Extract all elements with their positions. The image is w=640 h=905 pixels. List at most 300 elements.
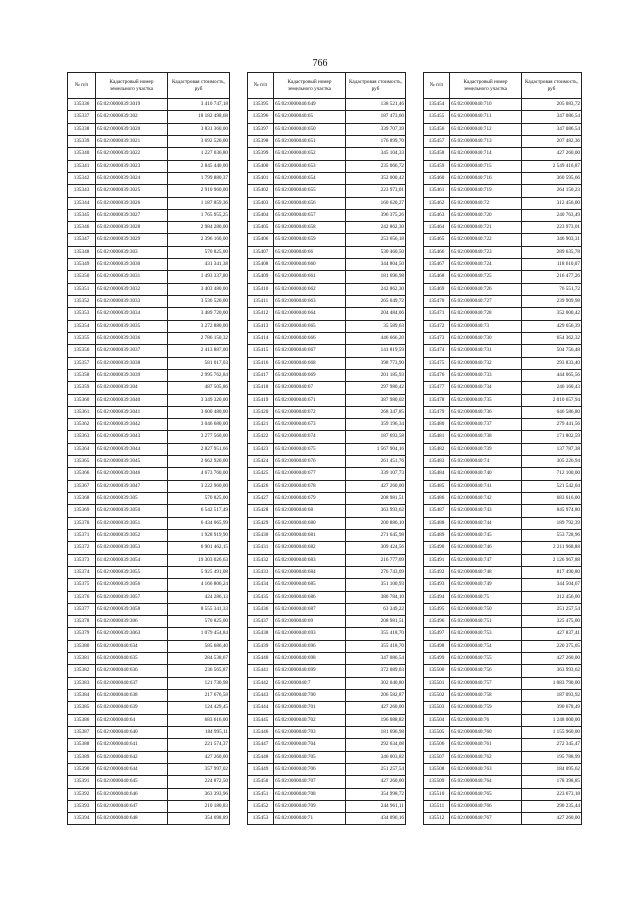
cadastral-value: 581 017,03 bbox=[168, 357, 230, 369]
cadastral-number: 65:02:0000040:652 bbox=[274, 148, 346, 160]
cadastral-number: 65:02:0000040:68 bbox=[274, 505, 346, 517]
row-number: 135336 bbox=[68, 99, 96, 111]
cadastral-number: 65:02:0000040:651 bbox=[274, 135, 346, 147]
cadastral-number: 65:02:0000040:65 bbox=[274, 111, 346, 123]
row-number: 135434 bbox=[248, 579, 274, 591]
row-number: 135463 bbox=[424, 209, 450, 221]
cadastral-number: 65:02:0000040:726 bbox=[450, 283, 522, 295]
row-number: 135509 bbox=[424, 776, 450, 788]
row-number: 135387 bbox=[68, 726, 96, 738]
table-row bbox=[248, 776, 406, 788]
row-number: 135476 bbox=[424, 369, 450, 381]
cadastral-value: 2 910 960,00 bbox=[168, 185, 230, 197]
row-number: 135499 bbox=[424, 653, 450, 665]
row-number: 135506 bbox=[424, 739, 450, 751]
table-row bbox=[68, 505, 230, 517]
table-row bbox=[248, 653, 406, 665]
cadastral-number: 65:02:0000040:759 bbox=[450, 702, 522, 714]
row-number: 135442 bbox=[248, 677, 274, 689]
cadastral-number: 65:02:0000040:654 bbox=[274, 172, 346, 184]
cadastral-number: 65:02:0000040:760 bbox=[450, 726, 522, 738]
row-number: 135343 bbox=[68, 185, 96, 197]
cadastral-number: 65:02:0000040:731 bbox=[450, 345, 522, 357]
table-row bbox=[68, 369, 230, 381]
row-number: 135464 bbox=[424, 222, 450, 234]
cadastral-number: 65:02:0000040:709 bbox=[274, 800, 346, 812]
table-row bbox=[424, 763, 582, 775]
cadastral-value: 424 286,13 bbox=[168, 591, 230, 603]
cadastral-number: 65:02:0000039:3044 bbox=[96, 443, 168, 455]
table-row bbox=[248, 209, 406, 221]
cadastral-number: 65:02:0000040:714 bbox=[450, 148, 522, 160]
cadastral-number: 65:02:0000039:3035 bbox=[96, 320, 168, 332]
table-row bbox=[248, 419, 406, 431]
cadastral-number: 65:02:0000040:763 bbox=[450, 763, 522, 775]
cadastral-number: 65:02:0000039:3020 bbox=[96, 123, 168, 135]
row-number: 135424 bbox=[248, 456, 274, 468]
row-number: 135392 bbox=[68, 788, 96, 800]
row-number: 135415 bbox=[248, 345, 274, 357]
table-row bbox=[424, 566, 582, 578]
table-row bbox=[248, 394, 406, 406]
header-cadastral: Кадастровый номер земельного участка bbox=[450, 73, 522, 99]
table-row bbox=[68, 813, 230, 825]
cadastral-number: 65:02:0000040:706 bbox=[274, 763, 346, 775]
cadastral-number: 65:02:0000040:646 bbox=[96, 788, 168, 800]
table-row bbox=[68, 222, 230, 234]
row-number: 135367 bbox=[68, 480, 96, 492]
table-row bbox=[68, 111, 230, 123]
cadastral-value: 427 260,00 bbox=[346, 480, 406, 492]
cadastral-number: 65:02:0000040:7 bbox=[274, 677, 346, 689]
cadastral-number: 65:02:0000040:677 bbox=[274, 468, 346, 480]
row-number: 135353 bbox=[68, 308, 96, 320]
table-row bbox=[424, 542, 582, 554]
cadastral-number: 65:02:0000039:3032 bbox=[96, 283, 168, 295]
table-row bbox=[68, 517, 230, 529]
cadastral-number: 65:02:0000040:732 bbox=[450, 357, 522, 369]
table-row bbox=[68, 197, 230, 209]
row-number: 135375 bbox=[68, 579, 96, 591]
cadastral-number: 65:02:0000039:3031 bbox=[96, 271, 168, 283]
table-row bbox=[424, 616, 582, 628]
cadastral-value: 8 555 341,33 bbox=[168, 603, 230, 615]
row-number: 135396 bbox=[248, 111, 274, 123]
cadastral-value: 570 825,00 bbox=[168, 616, 230, 628]
cadastral-number: 65:02:0000040:738 bbox=[450, 431, 522, 443]
row-number: 135465 bbox=[424, 234, 450, 246]
cadastral-number: 65:02:0000039:3034 bbox=[96, 308, 168, 320]
cadastral-value: 3 403 480,00 bbox=[168, 283, 230, 295]
table-row bbox=[424, 665, 582, 677]
cadastral-number: 65:02:0000039:3040 bbox=[96, 394, 168, 406]
row-number: 135446 bbox=[248, 726, 274, 738]
table-row bbox=[248, 234, 406, 246]
cadastral-number: 65:02:0000040:756 bbox=[450, 665, 522, 677]
cadastral-value: 446 666,20 bbox=[346, 332, 406, 344]
row-number: 135417 bbox=[248, 369, 274, 381]
table-row bbox=[248, 554, 406, 566]
row-number: 135477 bbox=[424, 382, 450, 394]
table-row bbox=[424, 246, 582, 258]
cadastral-number: 65:02:0000040:725 bbox=[450, 271, 522, 283]
table-row bbox=[424, 271, 582, 283]
row-number: 135471 bbox=[424, 308, 450, 320]
cadastral-value: 427 260,00 bbox=[168, 751, 230, 763]
table-row bbox=[424, 259, 582, 271]
cadastral-value: 246 160,43 bbox=[522, 382, 582, 394]
row-number: 135421 bbox=[248, 419, 274, 431]
row-number: 135485 bbox=[424, 480, 450, 492]
cadastral-number: 65:02:0000040:741 bbox=[450, 480, 522, 492]
cadastral-number: 65:02:0000040:753 bbox=[450, 628, 522, 640]
table-row bbox=[424, 234, 582, 246]
cadastral-number: 65:02:0000040:75 bbox=[450, 591, 522, 603]
row-number: 135468 bbox=[424, 271, 450, 283]
cadastral-number: 65:02:0000040:672 bbox=[274, 406, 346, 418]
table-row bbox=[248, 640, 406, 652]
table-row bbox=[248, 529, 406, 541]
row-number: 135347 bbox=[68, 234, 96, 246]
cadastral-number: 65:02:0000039:3046 bbox=[96, 468, 168, 480]
table-row bbox=[424, 160, 582, 172]
cadastral-value: 1 155 960,00 bbox=[522, 726, 582, 738]
table-row bbox=[248, 443, 406, 455]
table-row bbox=[248, 542, 406, 554]
table-row bbox=[424, 640, 582, 652]
row-number: 135472 bbox=[424, 320, 450, 332]
row-number: 135383 bbox=[68, 677, 96, 689]
cadastral-value: 390 678,49 bbox=[522, 702, 582, 714]
row-number: 135397 bbox=[248, 123, 274, 135]
cadastral-number: 65:02:0000040:720 bbox=[450, 209, 522, 221]
cadastral-value: 352 000,42 bbox=[346, 172, 406, 184]
row-number: 135454 bbox=[424, 99, 450, 111]
row-number: 135497 bbox=[424, 628, 450, 640]
cadastral-number: 65:02:0000040:657 bbox=[274, 209, 346, 221]
row-number: 135473 bbox=[424, 332, 450, 344]
row-number: 135453 bbox=[248, 813, 274, 825]
cadastral-number: 65:02:0000040:658 bbox=[274, 222, 346, 234]
cadastral-value: 427 260,00 bbox=[346, 702, 406, 714]
cadastral-number: 65:02:0000040:742 bbox=[450, 493, 522, 505]
table-row bbox=[424, 480, 582, 492]
row-number: 135398 bbox=[248, 135, 274, 147]
row-number: 135451 bbox=[248, 788, 274, 800]
cadastral-number: 65:02:0000040:711 bbox=[450, 111, 522, 123]
cadastral-value: 3 489 720,00 bbox=[168, 308, 230, 320]
table-row bbox=[248, 99, 406, 111]
cadastral-number: 65:02:0000040:747 bbox=[450, 554, 522, 566]
row-number: 135438 bbox=[248, 628, 274, 640]
cadastral-number: 65:02:0000040:653 bbox=[274, 160, 346, 172]
row-number: 135348 bbox=[68, 246, 96, 258]
row-number: 135449 bbox=[248, 763, 274, 775]
cadastral-number: 65:02:0000040:655 bbox=[274, 185, 346, 197]
row-number: 135346 bbox=[68, 222, 96, 234]
valuation-table-1 bbox=[67, 72, 230, 825]
cadastral-value: 431 341,38 bbox=[168, 259, 230, 271]
cadastral-number: 65:02:0000040:669 bbox=[274, 369, 346, 381]
table-row bbox=[248, 369, 406, 381]
table-row bbox=[68, 591, 230, 603]
cadastral-number: 65:02:0000040:649 bbox=[274, 99, 346, 111]
table-row bbox=[68, 394, 230, 406]
cadastral-number: 61:02:0000039:3054 bbox=[96, 554, 168, 566]
cadastral-value: 187 093,92 bbox=[522, 690, 582, 702]
cadastral-value: 1 799 880,37 bbox=[168, 172, 230, 184]
row-number: 135478 bbox=[424, 394, 450, 406]
row-number: 135492 bbox=[424, 566, 450, 578]
table-row bbox=[424, 591, 582, 603]
table-row bbox=[68, 259, 230, 271]
table-row bbox=[424, 726, 582, 738]
cadastral-value: 530 460,50 bbox=[346, 246, 406, 258]
table-row bbox=[68, 529, 230, 541]
header-cadastral: Кадастровый номер земельного участка bbox=[96, 73, 168, 99]
table-row bbox=[424, 677, 582, 689]
table-row bbox=[248, 382, 406, 394]
cadastral-value: 2 126 967,88 bbox=[522, 554, 582, 566]
cadastral-number: 65:02:0000040:635 bbox=[96, 653, 168, 665]
cadastral-value: 845 974,80 bbox=[522, 505, 582, 517]
cadastral-value: 1 567 904,16 bbox=[346, 443, 406, 455]
table-row bbox=[248, 788, 406, 800]
row-number: 135391 bbox=[68, 776, 96, 788]
cadastral-value: 290 235,44 bbox=[522, 800, 582, 812]
row-number: 135452 bbox=[248, 800, 274, 812]
table-row bbox=[68, 739, 230, 751]
cadastral-value: 224 872,50 bbox=[168, 776, 230, 788]
table-row bbox=[424, 394, 582, 406]
cadastral-value: 208 981,51 bbox=[346, 616, 406, 628]
row-number: 135508 bbox=[424, 763, 450, 775]
table-row bbox=[424, 332, 582, 344]
table-row bbox=[424, 529, 582, 541]
cadastral-value: 325 475,00 bbox=[522, 616, 582, 628]
row-number: 135388 bbox=[68, 739, 96, 751]
cadastral-value: 216 477,26 bbox=[522, 271, 582, 283]
cadastral-number: 65:02:0000040:761 bbox=[450, 739, 522, 751]
table-row bbox=[424, 99, 582, 111]
table-row bbox=[68, 320, 230, 332]
cadastral-value: 184 995,11 bbox=[168, 726, 230, 738]
table-row bbox=[68, 332, 230, 344]
table-row bbox=[248, 702, 406, 714]
cadastral-number: 65:02:0000039:3043 bbox=[96, 431, 168, 443]
row-number: 135512 bbox=[424, 813, 450, 825]
table-row bbox=[248, 517, 406, 529]
row-number: 135380 bbox=[68, 640, 96, 652]
cadastral-value: 251 257,54 bbox=[522, 603, 582, 615]
cadastral-value: 339 707,39 bbox=[346, 123, 406, 135]
table-row bbox=[248, 259, 406, 271]
cadastral-number: 65:02:0000039:3037 bbox=[96, 345, 168, 357]
table-row bbox=[424, 468, 582, 480]
table-row bbox=[424, 517, 582, 529]
cadastral-value: 585 686,40 bbox=[168, 640, 230, 652]
cadastral-value: 220 375,05 bbox=[522, 640, 582, 652]
table-row bbox=[424, 320, 582, 332]
cadastral-value: 171 802,59 bbox=[522, 431, 582, 443]
row-number: 135386 bbox=[68, 714, 96, 726]
cadastral-number: 65:02:0000040:750 bbox=[450, 603, 522, 615]
table-row bbox=[68, 653, 230, 665]
row-number: 135364 bbox=[68, 443, 96, 455]
row-number: 135337 bbox=[68, 111, 96, 123]
cadastral-value: 251 257,54 bbox=[346, 763, 406, 775]
cadastral-number: 65:02:0000039:302 bbox=[96, 111, 168, 123]
cadastral-number: 65:02:0000040:693 bbox=[274, 628, 346, 640]
cadastral-value: 359 196,34 bbox=[346, 419, 406, 431]
cadastral-number: 65:02:0000040:668 bbox=[274, 357, 346, 369]
row-number: 135359 bbox=[68, 382, 96, 394]
cadastral-value: 309 424,56 bbox=[346, 542, 406, 554]
cadastral-value: 354 998,72 bbox=[346, 788, 406, 800]
row-number: 135426 bbox=[248, 480, 274, 492]
cadastral-number: 65:02:0000040:684 bbox=[274, 566, 346, 578]
cadastral-number: 65:02:0000040:722 bbox=[450, 234, 522, 246]
table-row bbox=[248, 493, 406, 505]
table-row bbox=[424, 345, 582, 357]
cadastral-value: 19 303 026,63 bbox=[168, 554, 230, 566]
row-number: 135456 bbox=[424, 123, 450, 135]
cadastral-value: 181 696,98 bbox=[346, 271, 406, 283]
cadastral-value: 187 473,60 bbox=[346, 111, 406, 123]
table-row bbox=[68, 308, 230, 320]
cadastral-number: 65:02:0000040:744 bbox=[450, 517, 522, 529]
cadastral-number: 65:02:0000039:3041 bbox=[96, 406, 168, 418]
table-row bbox=[424, 172, 582, 184]
cadastral-number: 65:02:0000040:674 bbox=[274, 431, 346, 443]
cadastral-value: 427 260,00 bbox=[522, 813, 582, 825]
cadastral-number: 65:02:0000040:661 bbox=[274, 271, 346, 283]
row-number: 135356 bbox=[68, 345, 96, 357]
cadastral-number: 65:02:0000040:645 bbox=[96, 776, 168, 788]
header-num: № п/п bbox=[424, 73, 450, 99]
cadastral-number: 65:02:0000040:681 bbox=[274, 529, 346, 541]
cadastral-number: 65:02:0000040:76 bbox=[450, 714, 522, 726]
cadastral-number: 65:02:0000040:745 bbox=[450, 529, 522, 541]
row-number: 135368 bbox=[68, 493, 96, 505]
table-row bbox=[68, 603, 230, 615]
cadastral-value: 427 260,00 bbox=[522, 653, 582, 665]
cadastral-value: 268 347,85 bbox=[346, 406, 406, 418]
table-row bbox=[424, 406, 582, 418]
cadastral-number: 65:02:0000040:680 bbox=[274, 517, 346, 529]
row-number: 135362 bbox=[68, 419, 96, 431]
cadastral-value: 3 831 360,00 bbox=[168, 123, 230, 135]
cadastral-value: 347 086,54 bbox=[522, 123, 582, 135]
table-row bbox=[248, 726, 406, 738]
table-row bbox=[68, 616, 230, 628]
row-number: 135443 bbox=[248, 690, 274, 702]
row-number: 135439 bbox=[248, 640, 274, 652]
cadastral-value: 1 765 955,25 bbox=[168, 209, 230, 221]
cadastral-number: 65:02:0000040:659 bbox=[274, 234, 346, 246]
cadastral-number: 65:02:0000039:3019 bbox=[96, 99, 168, 111]
row-number: 135435 bbox=[248, 591, 274, 603]
row-number: 135409 bbox=[248, 271, 274, 283]
cadastral-number: 65:02:0000040:699 bbox=[274, 665, 346, 677]
row-number: 135410 bbox=[248, 283, 274, 295]
row-number: 135482 bbox=[424, 443, 450, 455]
cadastral-value: 2 413 887,00 bbox=[168, 345, 230, 357]
table-row bbox=[68, 443, 230, 455]
table-row bbox=[248, 628, 406, 640]
table-row bbox=[248, 197, 406, 209]
row-number: 135408 bbox=[248, 259, 274, 271]
table-row bbox=[424, 702, 582, 714]
cadastral-number: 65:02:0000040:634 bbox=[96, 640, 168, 652]
table-row bbox=[248, 566, 406, 578]
cadastral-number: 65:02:0000039:3021 bbox=[96, 135, 168, 147]
cadastral-number: 65:02:0000040:762 bbox=[450, 751, 522, 763]
cadastral-value: 712 100,00 bbox=[522, 468, 582, 480]
row-number: 135493 bbox=[424, 579, 450, 591]
cadastral-number: 65:02:0000039:3036 bbox=[96, 332, 168, 344]
cadastral-number: 65:02:0000040:757 bbox=[450, 677, 522, 689]
cadastral-value: 344 504,67 bbox=[522, 579, 582, 591]
row-number: 135500 bbox=[424, 665, 450, 677]
row-number: 135411 bbox=[248, 296, 274, 308]
cadastral-number: 65:02:0000040:641 bbox=[96, 739, 168, 751]
row-number: 135352 bbox=[68, 296, 96, 308]
cadastral-value: 279 441,56 bbox=[522, 419, 582, 431]
row-number: 135339 bbox=[68, 135, 96, 147]
row-number: 135355 bbox=[68, 332, 96, 344]
table-row bbox=[248, 148, 406, 160]
cadastral-number: 65:02:0000039:3024 bbox=[96, 172, 168, 184]
cadastral-value: 683 616,00 bbox=[168, 714, 230, 726]
table-row bbox=[68, 468, 230, 480]
cadastral-number: 65:02:0000039:303 bbox=[96, 246, 168, 258]
table-row bbox=[424, 554, 582, 566]
cadastral-value: 1 493 337,80 bbox=[168, 271, 230, 283]
row-number: 135489 bbox=[424, 529, 450, 541]
cadastral-value: 6 542 517,49 bbox=[168, 505, 230, 517]
cadastral-number: 65:02:0000040:712 bbox=[450, 123, 522, 135]
cadastral-number: 65:02:0000040:749 bbox=[450, 579, 522, 591]
cadastral-number: 65:02:0000040:765 bbox=[450, 788, 522, 800]
cadastral-value: 2 549 416,87 bbox=[522, 160, 582, 172]
cadastral-number: 65:02:0000040:638 bbox=[96, 690, 168, 702]
cadastral-value: 178 398,85 bbox=[522, 776, 582, 788]
row-number: 135423 bbox=[248, 443, 274, 455]
table-row bbox=[248, 591, 406, 603]
cadastral-value: 242 862,30 bbox=[346, 283, 406, 295]
cadastral-number: 65:02:0000040:666 bbox=[274, 332, 346, 344]
table-row bbox=[68, 566, 230, 578]
cadastral-number: 65:02:0000040:696 bbox=[274, 640, 346, 652]
cadastral-value: 654 362,32 bbox=[522, 332, 582, 344]
row-number: 135445 bbox=[248, 714, 274, 726]
cadastral-number: 65:02:0000040:719 bbox=[450, 185, 522, 197]
table-row bbox=[68, 665, 230, 677]
table-row bbox=[424, 714, 582, 726]
table-row bbox=[248, 690, 406, 702]
cadastral-value: 553 728,96 bbox=[522, 529, 582, 541]
cadastral-number: 65:02:0000039:3039 bbox=[96, 369, 168, 381]
cadastral-number: 65:02:0000040:767 bbox=[450, 813, 522, 825]
cadastral-value: 387 980,02 bbox=[346, 394, 406, 406]
table-row bbox=[248, 332, 406, 344]
cadastral-number: 65:02:0000040:637 bbox=[96, 677, 168, 689]
cadastral-number: 65:02:0000040:71 bbox=[274, 813, 346, 825]
cadastral-number: 65:02:0000040:650 bbox=[274, 123, 346, 135]
row-number: 135378 bbox=[68, 616, 96, 628]
cadastral-number: 65:02:0000040:648 bbox=[96, 813, 168, 825]
